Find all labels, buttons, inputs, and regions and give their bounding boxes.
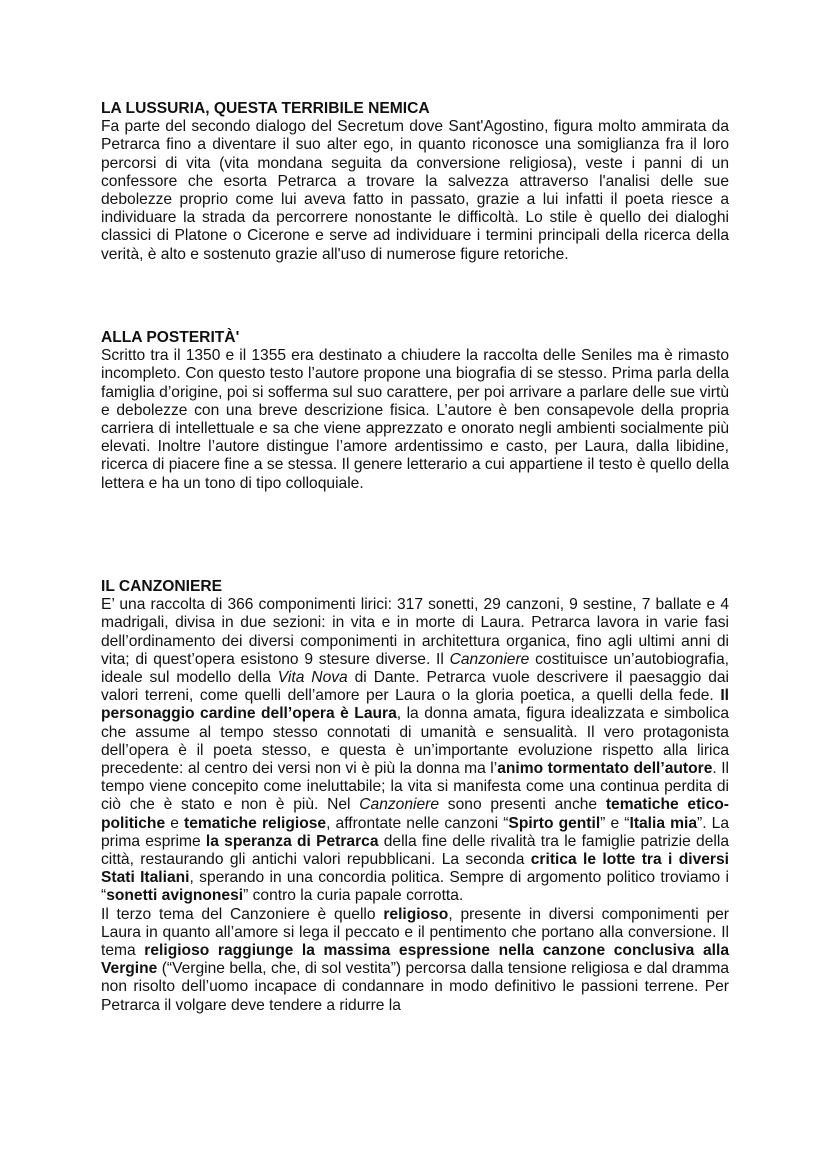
bold-text: tematiche etico-politiche <box>101 796 730 832</box>
text-run: Scritto tra il 1350 e il 1355 era destinato a chiudere la raccolta delle Seniles ma è rimasto incompleto. Con questo testo l’autore propone una biografia di se stesso. Prima parla della famiglia d’origine, poi si sofferma sul suo carattere, per poi arrivare a parlare delle sue virtù e debolezze con una breve descrizione fisica. L’autore è ben consapevole della propria carriera di intellettuale e sa che viene apprezzato e onorato negli ambienti socialmente più elevati. Inoltre l’autore distingue l’amore ardentissimo e casto, per Laura, dalla libidine, ricerca di piacere fine a se stessa. Il genere letterario a cui appartiene il testo è quello della lettera e ha un tono di tipo colloquiale. <box>101 347 729 492</box>
paragraph <box>101 596 729 905</box>
bold-text: sonetti avignonesi <box>106 887 244 905</box>
text-run: costituisce un’autobiografia, ideale sul modello della <box>101 650 729 687</box>
section-heading: LA LUSSURIA, QUESTA TERRIBILE NEMICA <box>101 100 430 117</box>
text-run: E’ una raccolta di 366 componimenti lirici: 317 sonetti, 29 canzoni, 9 sestine, 7 ballate e 4 madrigali, divisa in due sezioni: in vita e in morte di Laura. Petrarca lavora in varie fasi dell’ordinamento dei diversi componimenti in architettura organica, fino agli ultimi anni di vita; di quest’opera esistono 9 stesure diverse. Il <box>101 596 729 668</box>
text-run: , presente in diversi componimenti per Laura in quanto all’amore si lega il peccato e il pentimento che portano alla conversione. Il tema <box>101 905 729 960</box>
bold-text: Spirto gentil <box>508 814 601 832</box>
text-run: , sperando in una concordia politica. Sempre di argomento politico troviamo i “ <box>101 869 729 905</box>
section-body <box>101 347 729 493</box>
text-run: della fine delle rivalità tra le famiglie patrizie della città, restaurando gli antichi valori repubblicani. La seconda <box>101 832 729 869</box>
section-lussuria <box>101 100 729 264</box>
text-run: Il terzo tema del Canzoniere è quello <box>101 905 384 923</box>
italic-text: Canzoniere <box>449 650 530 668</box>
bold-text: animo tormentato dell’autore <box>497 760 713 778</box>
italic-text: Vita Nova <box>277 669 348 687</box>
text-run: Fa parte del secondo dialogo del Secretum dove Sant'Agostino, figura molto ammirata da Petrarca fino a diventare il suo alter ego, in quanto riconosce una somiglianza fra il loro percorsi di vita (vita mondana seguita da conversione religiosa), veste i panni di un confessore che esorta Petrarca a trovare la salvezza attraverso l'analisi delle sue debolezze proprio come lui aveva fatto in passato, grazie a lui infatti il poeta riesce a individuare la strada da percorrere nonostante le difficoltà. Lo stile è quello dei dialoghi classici di Platone o Cicerone e serve ad individuare i termini principali della ricerca della verità, è alto e sostenuto grazie all'uso di numerose figure retoriche. <box>101 118 729 263</box>
bold-text: Il personaggio cardine dell’opera è Laura <box>101 687 729 723</box>
text-run: , la donna amata, figura idealizzata e simbolica che assume al tempo stesso connotati di umanità e sensualità. Il vero protagonista dell’opera è il poeta stesso, e questa è un’importante evoluzione rispetto alla lirica precedente: al centro dei versi non vi è più la donna ma l’ <box>101 705 729 778</box>
bold-text: la speranza di Petrarca <box>205 832 379 850</box>
bold-text: Italia mia <box>629 814 698 832</box>
bold-text: critica le lotte tra i diversi Stati Italiani <box>101 851 729 887</box>
bold-text: religioso <box>383 905 449 923</box>
bold-text: tematiche religiose <box>184 814 327 832</box>
paragraph <box>101 347 729 493</box>
text-run: (“Vergine bella, che, di sol vestita”) percorsa dalla tensione religiosa e dal dramma non risolto dell’uomo incapace di condannare in modo definitivo le passioni terrene. Per Petrarca il volgare deve tendere a ridurre la <box>101 960 729 1014</box>
text-run: ”. La prima esprime <box>101 814 730 850</box>
text-run: ” contro la curia papale corrotta. <box>243 887 464 905</box>
section-body <box>101 118 729 264</box>
bold-text: religioso raggiunge la massima espressione nella canzone conclusiva alla Vergine <box>101 942 729 978</box>
section-body <box>101 596 729 1015</box>
paragraph <box>101 906 729 1015</box>
text-run: e <box>165 814 185 832</box>
paragraph <box>101 118 729 264</box>
section-posterita <box>101 329 729 493</box>
text-run: ” e “ <box>600 814 630 832</box>
text-run: . Il tempo viene concepito come ineluttabile; la vita si manifesta come una continua perdita di ciò che è stato e non è più. Nel <box>101 760 729 814</box>
italic-text: Canzoniere <box>359 796 440 814</box>
text-run: sono presenti anche <box>439 796 606 814</box>
text-run: , affrontate nelle canzoni “ <box>326 814 509 832</box>
section-canzoniere <box>101 578 729 1015</box>
section-heading: ALLA POSTERITÀ' <box>101 329 240 346</box>
text-run: di Dante. Petrarca vuole descrivere il paesaggio dai valori terreni, come quelli dell’amore per Laura o la gloria poetica, a quelli della fede. <box>101 669 730 705</box>
section-heading: IL CANZONIERE <box>101 578 223 595</box>
